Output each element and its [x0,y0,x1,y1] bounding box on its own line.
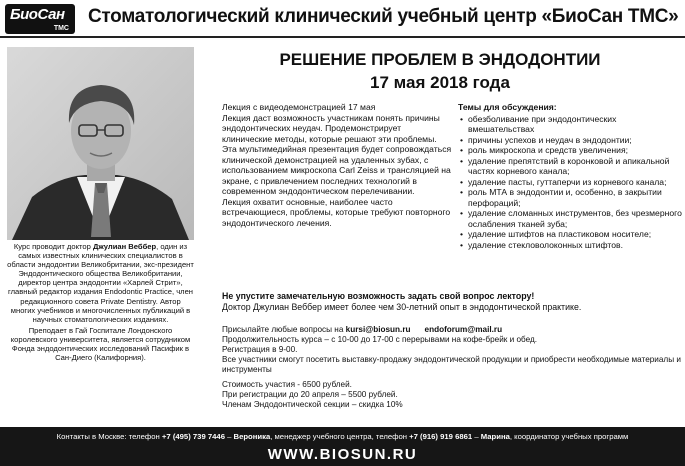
email-link-endoforum[interactable]: endoforum@mail.ru [424,325,503,334]
lecture-paragraph-2: Лекция даст возможность участникам понять причины эндодонтических неудач. Продемонстрирует клинические методы, которые решают эти проблемы. Эта мультимедийная презентация будет сопровождаться клинической демонстрацией на удаленных зубах, с использованием микроскопа Carl Zeiss и трансляцией на экране, с привлечением последних технологий в современном эндодонтическом перелечивании. [222,112,452,196]
contact-name-2: Марина [480,432,510,441]
topic-text: обезболивание при эндодонтических вмешательствах [468,113,617,134]
bullet-icon: • [460,145,464,155]
list-item [458,208,682,229]
list-item [458,240,682,251]
website-link[interactable]: WWW.BIOSUN.RU [267,446,418,463]
topic-text: роль МТА в эндодонтии и, особенно, в закрытии перфораций; [468,187,662,208]
list-item [458,177,682,188]
expo-info: Все участники смогут посетить выставку-продажу эндодонтической продукции и приобрести необходимые материалы и инструменты [222,355,681,374]
event-date: 17 мая 2018 года [370,73,510,92]
topics-heading: Темы для обсуждения: [458,102,557,112]
price-early: При регистрации до 20 апреля – 5500 рублей. [222,390,398,399]
email-link-kursi[interactable]: kursi@biosun.ru [345,325,411,334]
bio-paragraph-1 [7,242,194,324]
bullet-icon: • [460,239,464,250]
logo-sub-text: ТМС [53,25,69,32]
topic-text: роль микроскопа и средств увеличения; [468,145,629,155]
logo-main-text: БиоСан [10,6,65,23]
email-prefix: Присылайте любые вопросы на [222,325,346,334]
phone-2[interactable]: +7 (916) 919 6861 [409,432,473,441]
lecturer-bio [7,242,194,364]
price-members: Членам Эндодонтической секции – скидка 10% [222,400,403,409]
page-header [0,0,685,38]
lecturer-name: Джулиан Веббер [92,242,157,251]
lecturer-photo [7,47,194,240]
bullet-icon: • [460,134,464,145]
header-title: Стоматологический клинический учебный центр «БиоСан ТМС» [88,6,679,27]
notice-section [222,291,682,313]
bullet-icon: • [460,229,464,239]
list-item [458,156,682,177]
topic-text: удаление препятствий в коронковой и апикальной частях корневого канала; [468,155,670,176]
topic-text: удаление стекловолоконных штифтов. [468,239,623,250]
contact-role-1: , менеджер учебного центра, телефон [270,432,410,441]
bullet-icon: • [460,208,464,218]
phone-1[interactable]: +7 (495) 739 7446 [161,432,225,441]
list-item [458,229,682,240]
email-line [222,325,682,335]
contact-name-1: Вероника [233,432,271,441]
contact-role-2: , координатор учебных программ [509,432,629,441]
course-duration: Продолжительность курса – с 10-00 до 17-00 с перерывами на кофе-брейк и обед. [222,335,538,344]
bio-intro: Курс проводит доктор [13,242,91,251]
bullet-icon: • [460,155,464,166]
topic-text: удаление пасты, гуттаперчи из корневого канала; [468,176,667,187]
list-item [458,135,682,146]
price-regular: Стоимость участия - 6500 рублей. [222,380,352,389]
topic-text: причины успехов и неудач в эндодонтии; [468,134,632,145]
notice-headline: Не упустите замечательную возможность задать свой вопрос лектору! [222,291,535,301]
bio-paragraph-2: Преподает в Гай Госпитале Лондонского королевского университета, является сотрудником Фонда эндодонтических исследований Пасифик в Сан-Диего (Калифорния). [10,325,191,363]
lecture-description [222,102,452,228]
bio-credentials: , один из самых известных клинических специалистов в области эндодонтии Великобритании, экс-президент Эндодонтического общества Великобритании, директор центра эндодонтии «Харлей Стрит», главный редактор издания Endodontic Practice, член редакционного совета Private Dentistry. Автор многих учебников и многочисленных публикаций в научных стоматологических изданиях. [7,242,194,324]
topic-text: удаление штифтов на пластиковом носителе; [468,229,652,239]
lecture-paragraph-1: Лекция с видеодемонстрацией 17 мая [222,102,376,112]
topic-text: удаление сломанных инструментов, без чрезмерного ослабления тканей зуба; [468,208,682,229]
bullet-icon: • [460,113,464,124]
bullet-icon: • [460,176,464,187]
list-item [458,114,682,135]
list-item [458,145,682,156]
topics-section [458,102,682,250]
footer-contacts: Контакты в Москве: телефон +7 (495) 739 7446 – Вероника, менеджер учебного центра, телефон +7 (916) 919 6861 – Марина, координатор учебных программ [56,432,629,441]
bullet-icon: • [460,187,464,197]
biosan-logo [5,4,75,34]
footer-contacts-label: Контакты в Москве: телефон [56,432,162,441]
lecture-paragraph-3: Лекция охватит основные, наиболее часто встречающиеся, проблемы, которые требуют повторного эндодонтического лечения. [222,196,451,228]
registration-time: Регистрация в 9-00. [222,345,298,354]
list-item [458,187,682,208]
pricing-section [222,380,682,410]
course-details [222,325,682,375]
footer-bar [0,427,685,466]
topics-list [458,114,682,251]
event-title: РЕШЕНИЕ ПРОБЛЕМ В ЭНДОДОНТИИ [279,50,601,69]
lecturer-portrait-icon [7,47,194,240]
notice-text: Доктор Джулиан Веббер имеет более чем 30-летний опыт в эндодонтической практике. [222,302,582,312]
